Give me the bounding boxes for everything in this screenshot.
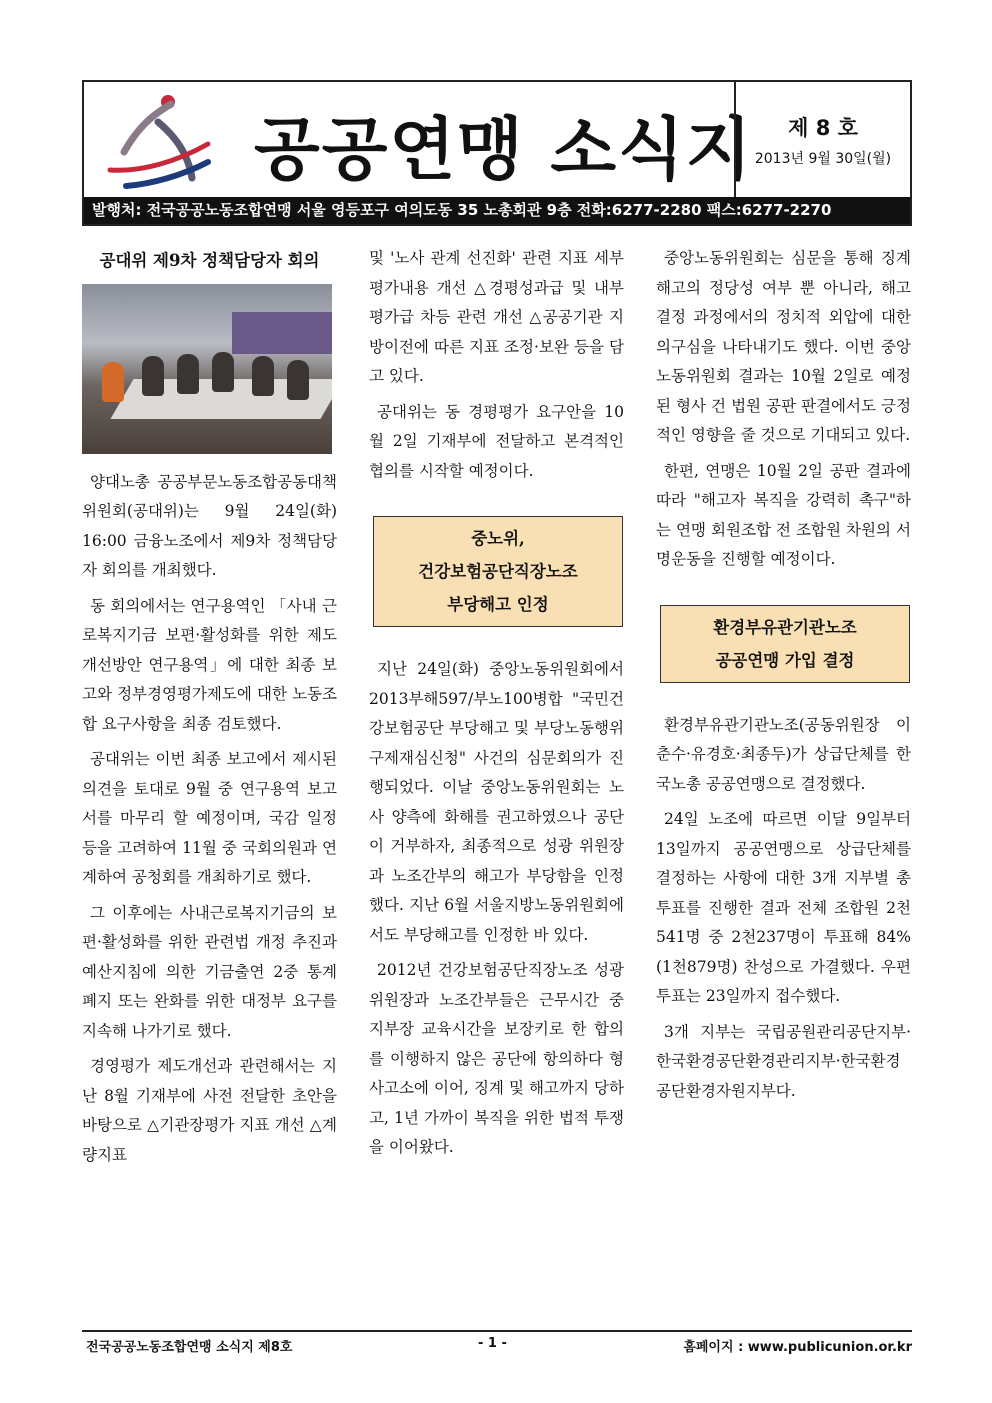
page-number: - 1 - xyxy=(478,1336,507,1351)
union-logo-icon xyxy=(96,92,216,192)
column-3 xyxy=(656,244,911,1112)
paragraph: 지난 24일(화) 중앙노동위원회에서 2013부해597/부노100병합 "국민건강보험공단 부당해고 및 부당노동행위 구제재심신청" 사건의 심문회의가 진행되었다. 이날 중앙노동위원회는 노사 양측에 화해를 권고하였으나 공단이 거부하자, 최종적으로 성광 위원장과 노조간부의 해고가 부당함을 인정했다. 지난 6월 서울지방노동위원회에서도 부당해고를 인정한 바 있다. xyxy=(369,660,624,944)
meeting-photo xyxy=(82,284,332,454)
headline-line: 부당해고 인정 xyxy=(447,595,549,614)
article-box-headline xyxy=(373,516,623,627)
paragraph: 한편, 연맹은 10월 2일 공판 결과에 따라 "해고자 복직을 강력히 촉구"하는 연맹 회원조합 전 조합원 차원의 서명운동을 진행할 예정이다. xyxy=(656,461,911,568)
footer-publication: 전국공공노동조합연맹 소식지 제8호 xyxy=(86,1340,293,1355)
paragraph: 공대위는 이번 최종 보고에서 제시된 의견을 토대로 9월 중 연구용역 보고서를 마무리 할 예정이며, 국감 일정 등을 고려하여 11월 중 국회의원과 연계하여 공청회를 개최하기로 했다. xyxy=(82,750,337,886)
footer-rule xyxy=(82,1330,912,1332)
newsletter-title: 공공연맹 소식지 xyxy=(254,111,754,190)
headline-line: 중노위, xyxy=(471,529,525,548)
paragraph: 2012년 건강보험공단직장노조 성광 위원장과 노조간부들은 근무시간 중 지부장 교육시간을 보장키로 한 합의를 이행하지 않은 공단에 항의하다 형사고소에 이어, 징계 및 해고까지 당하고, 1년 가까이 복직을 위한 법적 투쟁을 이어왔다. xyxy=(369,961,624,1156)
article-box-headline xyxy=(660,605,910,683)
paragraph: 중앙노동위원회는 심문을 통해 징계해고의 정당성 여부 뿐 아니라, 해고 결정 과정에서의 정치적 외압에 대한 의구심을 나타내기도 했다. 이번 중앙노동위원회 결과는 10월 2일로 예정된 형사 건 법원 공판 판결에서도 긍정적인 영향을 줄 것으로 기대되고 있다. xyxy=(656,249,911,444)
paragraph: 동 회의에서는 연구용역인 「사내 근로복지기금 보편·활성화를 위한 제도개선방안 연구용역」에 대한 최종 보고와 정부경영평가제도에 대한 노동조합 요구사항을 최종 검토했다. xyxy=(82,596,337,733)
masthead xyxy=(82,80,912,226)
article-headline: 공대위 제9차 정책담당자 회의 xyxy=(99,251,320,270)
headline-line: 공공연맹 가입 결정 xyxy=(715,650,855,670)
headline-line: 건강보험공단직장노조 xyxy=(418,562,578,581)
issue-box xyxy=(734,82,910,199)
paragraph: 경영평가 제도개선과 관련해서는 지난 8월 기재부에 사전 전달한 초안을 바탕으로 △기관장평가 지표 개선 △계량지표 xyxy=(82,1057,337,1164)
paragraph: 및 '노사 관계 선진화' 관련 지표 세부평가내용 개선 △경평성과급 및 내부평가급 차등 관련 개선 △공공기관 지방이전에 따른 지표 조정·보완 등을 담고 있다. xyxy=(369,249,624,385)
paragraph: 양대노총 공공부문노동조합공동대책위원회(공대위)는 9월 24일(화) 16:00 금융노조에서 제9차 정책담당자 회의를 개최했다. xyxy=(82,472,337,579)
headline-line: 환경부유관기관노조 xyxy=(713,617,857,637)
column-1 xyxy=(82,244,337,1176)
publisher-bar: 발행처: 전국공공노동조합연맹 서울 영등포구 여의도동 35 노총회관 9층 전화:6277-2280 팩스:6277-2270 xyxy=(84,197,910,224)
paragraph: 그 이후에는 사내근로복지기금의 보편·활성화를 위한 관련법 개정 추진과 예산지침에 의한 기금출연 2중 통계 폐지 또는 완화를 위한 대정부 요구를 지속해 나가기로 했다. xyxy=(82,903,337,1040)
footer-homepage: 홈페이지 : www.publicunion.or.kr xyxy=(683,1340,912,1355)
paragraph: 환경부유관기관노조(공동위원장 이춘수·유경호·최종두)가 상급단체를 한국노총 공공연맹으로 결정했다. xyxy=(656,715,911,793)
issue-number: 제 8 호 xyxy=(788,116,858,140)
column-2 xyxy=(369,244,624,1169)
paragraph: 24일 노조에 따르면 이달 9일부터 13일까지 공공연맹으로 상급단체를 결정하는 사항에 대한 3개 지부별 총투표를 진행한 결과 전체 조합원 2천541명 중 2천237명이 투표해 84%(1천879명) 찬성으로 가결했다. 우편투표는 23일까지 접수했다. xyxy=(656,810,911,1005)
paragraph: 3개 지부는 국립공원관리공단지부·한국환경공단환경관리지부·한국환경공단환경자원지부다. xyxy=(656,1022,911,1100)
paragraph: 공대위는 동 경평평가 요구안을 10월 2일 기재부에 전달하고 본격적인 협의를 시작할 예정이다. xyxy=(369,402,624,480)
issue-date: 2013년 9월 30일(월) xyxy=(754,151,892,167)
